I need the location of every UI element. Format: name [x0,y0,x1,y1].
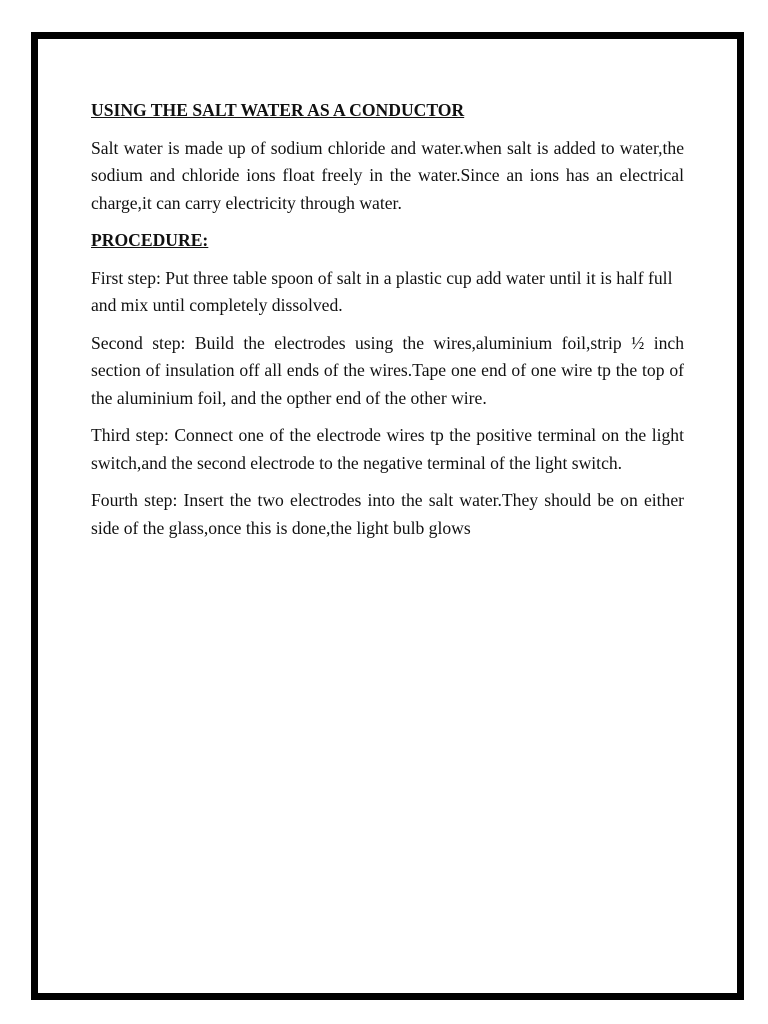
step-fourth: Fourth step: Insert the two electrodes into the salt water.They should be on either side of the glass,once this is done,the light bulb glows [91,490,684,538]
intro-paragraph: Salt water is made up of sodium chloride and water.when salt is added to water,the sodium and chloride ions float freely in the water.Since an ions has an electrical charge,it can carry electricity through water. [91,137,684,213]
document-title: USING THE SALT WATER AS A CONDUCTOR [91,100,465,120]
step-first: First step: Put three table spoon of salt in a plastic cup add water until it is half full and mix until completely dissolved. [91,267,673,315]
document-page [31,32,744,1000]
document-body [91,97,684,552]
procedure-heading: PROCEDURE: [91,230,209,250]
step-third: Third step: Connect one of the electrode wires tp the positive terminal on the light switch,and the second electrode to the negative terminal of the light switch. [91,425,684,473]
step-second: Second step: Build the electrodes using the wires,aluminium foil,strip ½ inch section of insulation off all ends of the wires.Tape one end of one wire tp the top of the aluminium foil, and the opther end of the other wire. [91,332,684,408]
